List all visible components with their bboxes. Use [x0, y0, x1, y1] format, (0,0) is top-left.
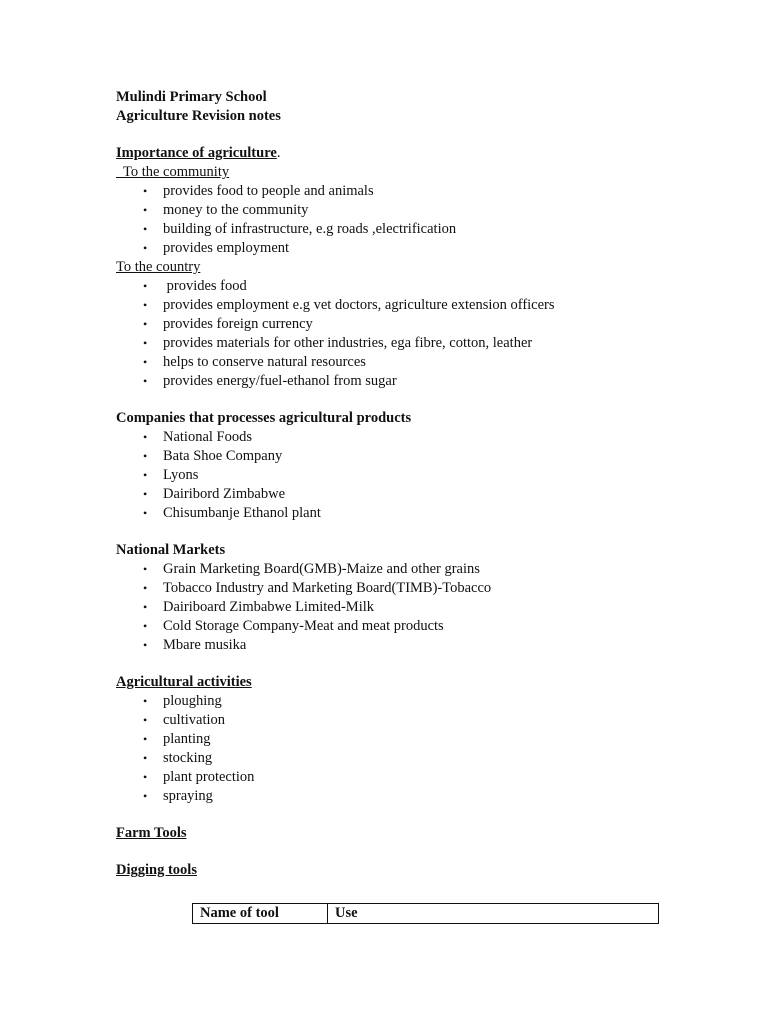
document-title: Agriculture Revision notes — [116, 108, 281, 124]
list-item: • plant protection — [143, 769, 255, 785]
bullet-icon: • — [143, 449, 148, 463]
list-item: • provides materials for other industries, ega fibre, cotton, leather — [143, 335, 533, 351]
bullet-icon: • — [143, 222, 148, 236]
digging-tools-heading: Digging tools — [116, 862, 197, 878]
list-item: • provides employment e.g vet doctors, agriculture extension officers — [143, 297, 555, 313]
farm-tools-heading: Farm Tools — [116, 825, 187, 841]
list-item: • Tobacco Industry and Marketing Board(TIMB)-Tobacco — [143, 580, 492, 596]
bullet-icon: • — [143, 355, 148, 369]
community-list — [116, 182, 676, 258]
bullet-icon: • — [143, 374, 148, 388]
list-item: • Lyons — [143, 467, 199, 483]
companies-list — [116, 428, 676, 523]
country-list — [116, 277, 676, 391]
bullet-icon: • — [143, 241, 148, 255]
bullet-icon: • — [143, 184, 148, 198]
community-label: To the community — [116, 164, 230, 180]
list-item: • National Foods — [143, 429, 253, 445]
bullet-icon: • — [143, 506, 148, 520]
companies-heading: Companies that processes agricultural products — [116, 410, 412, 426]
list-item: • provides energy/fuel-ethanol from sugar — [143, 373, 397, 389]
activities-list — [116, 692, 676, 806]
table-header-row — [193, 904, 659, 924]
list-item: • Cold Storage Company-Meat and meat products — [143, 618, 444, 634]
importance-heading: Importance of agriculture — [116, 145, 277, 161]
importance-heading-suffix: . — [276, 145, 281, 161]
list-item: • Grain Marketing Board(GMB)-Maize and other grains — [143, 561, 480, 577]
bullet-icon: • — [143, 732, 148, 746]
list-item: • Dairibord Zimbabwe — [143, 486, 286, 502]
list-item: • planting — [143, 731, 211, 747]
bullet-icon: • — [143, 789, 148, 803]
bullet-icon: • — [143, 770, 148, 784]
list-item: • Chisumbanje Ethanol plant — [143, 505, 321, 521]
bullet-icon: • — [143, 694, 148, 708]
bullet-icon: • — [143, 600, 148, 614]
list-item: • Dairiboard Zimbabwe Limited-Milk — [143, 599, 375, 615]
list-item: • provides food to people and animals — [143, 183, 374, 199]
school-name: Mulindi Primary School — [116, 89, 267, 105]
list-item: • stocking — [143, 750, 213, 766]
bullet-icon: • — [143, 298, 148, 312]
list-item: • cultivation — [143, 712, 226, 728]
bullet-icon: • — [143, 487, 148, 501]
list-item: • spraying — [143, 788, 213, 804]
bullet-icon: • — [143, 317, 148, 331]
list-item: • ploughing — [143, 693, 222, 709]
bullet-icon: • — [143, 562, 148, 576]
document-page — [116, 88, 676, 880]
bullet-icon: • — [143, 619, 148, 633]
bullet-icon: • — [143, 581, 148, 595]
list-item: • Mbare musika — [143, 637, 247, 653]
bullet-icon: • — [143, 638, 148, 652]
column-header-use: Use — [328, 904, 659, 924]
list-item: • money to the community — [143, 202, 309, 218]
country-label: To the country — [116, 259, 201, 275]
bullet-icon: • — [143, 336, 148, 350]
column-header-name: Name of tool — [193, 904, 328, 924]
bullet-icon: • — [143, 203, 148, 217]
list-item: • Bata Shoe Company — [143, 448, 283, 464]
bullet-icon: • — [143, 430, 148, 444]
markets-list — [116, 560, 676, 655]
bullet-icon: • — [143, 751, 148, 765]
bullet-icon: • — [143, 468, 148, 482]
digging-tools-table — [192, 903, 659, 924]
activities-heading: Agricultural activities — [116, 674, 252, 690]
bullet-icon: • — [143, 279, 148, 293]
list-item: • provides food — [143, 278, 247, 294]
list-item: • provides foreign currency — [143, 316, 313, 332]
list-item: • helps to conserve natural resources — [143, 354, 366, 370]
markets-heading: National Markets — [116, 542, 226, 558]
list-item: • building of infrastructure, e.g roads ,electrification — [143, 221, 457, 237]
importance-heading-line — [116, 144, 676, 163]
list-item: • provides employment — [143, 240, 290, 256]
bullet-icon: • — [143, 713, 148, 727]
